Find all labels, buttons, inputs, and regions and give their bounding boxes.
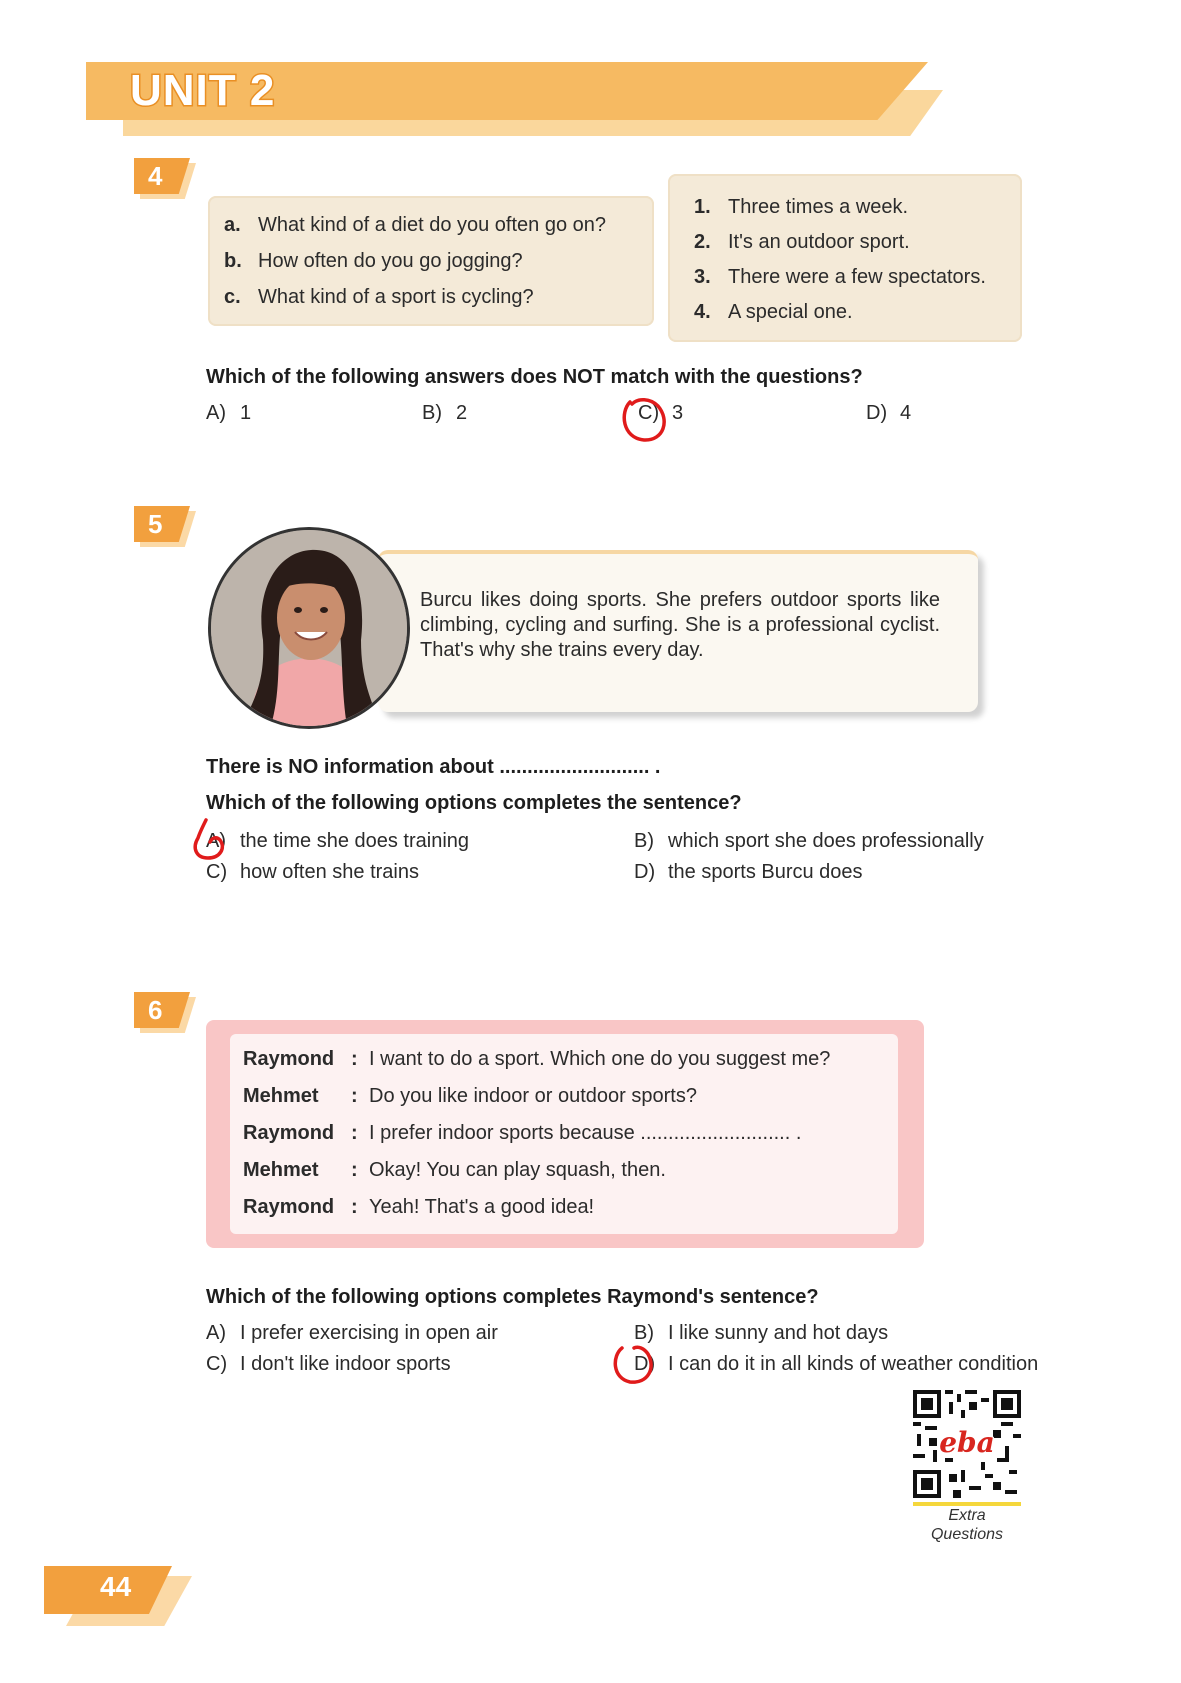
sentence-stem: There is NO information about ........................... . bbox=[206, 756, 661, 778]
avatar bbox=[208, 527, 410, 729]
qr-caption: Extra Questions bbox=[930, 1507, 1004, 1543]
option-b[interactable]: B) 2 bbox=[422, 402, 468, 424]
answer-item: 1. Three times a week. bbox=[694, 196, 909, 218]
answer-mark-circle bbox=[188, 816, 232, 862]
answer-item: 3. There were a few spectators. bbox=[694, 266, 986, 288]
option-c[interactable]: C) I don't like indoor sports bbox=[206, 1353, 451, 1375]
question-item: b. How often do you go jogging? bbox=[224, 250, 523, 272]
option-d[interactable]: D) 4 bbox=[866, 402, 912, 424]
option-c[interactable]: C) how often she trains bbox=[206, 861, 419, 883]
question-number-badge: 4 bbox=[134, 158, 190, 194]
unit-title: UNIT 2 bbox=[130, 66, 276, 115]
question-item: a. What kind of a diet do you often go on? bbox=[224, 214, 607, 236]
dialogue-line: Raymond : I want to do a sport. Which one do you suggest me? bbox=[243, 1048, 831, 1070]
page-number: 44 bbox=[100, 1571, 132, 1602]
passage-text: Burcu likes doing sports. She prefers outdoor sports like climbing, cycling and surfing. She is a professional cyclist. That's why she trains every day. bbox=[420, 589, 940, 661]
question-prompt: Which of the following answers does NOT match with the questions? bbox=[206, 366, 863, 388]
option-a[interactable]: A) I prefer exercising in open air bbox=[206, 1322, 498, 1344]
question-item: c. What kind of a sport is cycling? bbox=[224, 286, 534, 308]
option-a[interactable]: A) 1 bbox=[206, 402, 252, 424]
option-d[interactable]: D) I can do it in all kinds of weather condition bbox=[634, 1353, 1039, 1375]
dialogue-line: Raymond : Yeah! That's a good idea! bbox=[243, 1196, 595, 1218]
dialogue-line: Mehmet : Okay! You can play squash, then. bbox=[243, 1159, 666, 1181]
question-prompt: Which of the following options completes the sentence? bbox=[206, 792, 742, 814]
dialogue-line: Mehmet : Do you like indoor or outdoor sports? bbox=[243, 1085, 697, 1107]
qr-logo: eba bbox=[939, 1426, 995, 1459]
option-b[interactable]: B) I like sunny and hot days bbox=[634, 1322, 889, 1344]
answer-item: 4. A special one. bbox=[694, 301, 853, 323]
question-number-badge: 6 bbox=[134, 992, 190, 1028]
option-d[interactable]: D) the sports Burcu does bbox=[634, 861, 863, 883]
qr-code-icon[interactable] bbox=[913, 1390, 1021, 1498]
answer-item: 2. It's an outdoor sport. bbox=[694, 231, 910, 253]
option-b[interactable]: B) which sport she does professionally bbox=[634, 830, 984, 852]
option-a[interactable]: A) the time she does training bbox=[206, 830, 470, 852]
portrait-photo bbox=[211, 530, 407, 726]
question-number-badge: 5 bbox=[134, 506, 190, 542]
answer-mark-circle bbox=[608, 1340, 662, 1390]
question-prompt: Which of the following options completes Raymond's sentence? bbox=[206, 1286, 819, 1308]
dialogue-line: Raymond : I prefer indoor sports because ........................... . bbox=[243, 1122, 802, 1144]
option-c[interactable]: C) 3 bbox=[638, 402, 684, 424]
answer-mark-circle bbox=[618, 394, 674, 446]
